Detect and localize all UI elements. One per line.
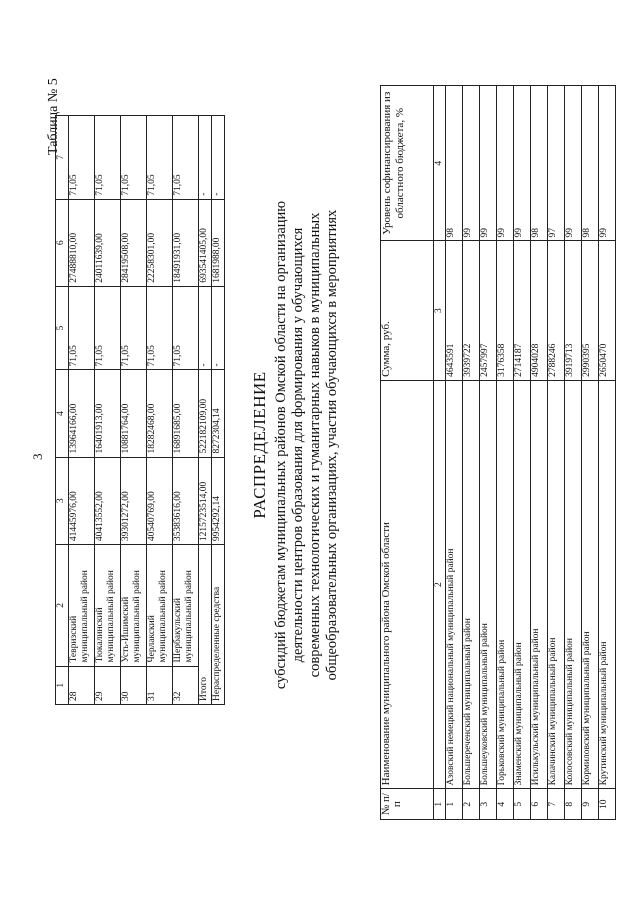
top-table (55, 115, 225, 705)
table-row (95, 116, 121, 705)
table-cell: 99 (463, 86, 480, 241)
table-cell: Кормиловский муниципальный район (582, 380, 599, 789)
table-cell: Большереченский муниципальный район (463, 380, 480, 789)
table-cell: Знаменский муниципальный район (514, 380, 531, 789)
title-subtitle: субсидий бюджетам муниципальных районов Омской области на организацию деятельности центров образования для формирования у обучающихся современных технологических и гуманитарных навыков в муниципальных общеобразовательных организациях, участия обучающихся в мероприятиях (273, 200, 340, 690)
table-row (565, 86, 582, 820)
table-cell: 522182109,00 (199, 370, 212, 457)
top-table-index-cell: 7 (56, 116, 69, 200)
top-table-index-cell: 4 (56, 370, 69, 457)
table-cell: 13964166,00 (69, 370, 95, 457)
title-heading: РАСПРЕДЕЛЕНИЕ (250, 371, 269, 519)
table-cell: 3176358 (497, 241, 514, 380)
table-row (531, 86, 548, 820)
top-table-index-cell: 3 (56, 457, 69, 545)
table-cell: 71,05 (173, 116, 199, 200)
table-cell: 39301272,00 (121, 457, 147, 545)
document-title (250, 195, 341, 695)
table-cell: 28419508,00 (121, 199, 147, 286)
table-cell: 27488810,00 (69, 199, 95, 286)
table-cell: - (212, 286, 225, 370)
table-cell: 1681988,00 (212, 199, 225, 286)
table-cell: 2457997 (480, 241, 497, 380)
table-cell: 71,05 (95, 286, 121, 370)
table-cell: 3 (480, 789, 497, 820)
col-header-sum: Сумма, руб. (381, 241, 434, 380)
table-row (599, 86, 616, 820)
table-cell: Усть-Ишимский муниципальный район (121, 545, 147, 666)
table-cell: 18282468,00 (147, 370, 173, 457)
table-cell: Горьковский муниципальный район (497, 380, 514, 789)
table-cell: 40413552,00 (95, 457, 121, 545)
table-cell: 32 (173, 666, 199, 704)
table-cell: 693541405,00 (199, 199, 212, 286)
table-cell: 22258301,00 (147, 199, 173, 286)
table-cell: 71,05 (95, 116, 121, 200)
table-cell: 16401913,00 (95, 370, 121, 457)
table-cell: Тюкалинский муниципальный район (95, 545, 121, 666)
table-cell: 2788246 (548, 241, 565, 380)
table-cell: 40540769,00 (147, 457, 173, 545)
top-table-index-row (56, 116, 69, 705)
table-cell: 2 (463, 789, 480, 820)
table-cell: 9954292,14 (212, 457, 225, 545)
table-cell: 1 (446, 789, 463, 820)
top-table-index-cell: 1 (56, 666, 69, 704)
table-cell: 3 (434, 241, 446, 380)
table-cell: 8 (565, 789, 582, 820)
table-cell: 4643591 (446, 241, 463, 380)
table-cell: 9 (582, 789, 599, 820)
table-cell: 31 (147, 666, 173, 704)
table-cell: 3939722 (463, 241, 480, 380)
table-cell: 99 (514, 86, 531, 241)
table-cell: 3919713 (565, 241, 582, 380)
table-cell: 2714187 (514, 241, 531, 380)
table-cell: 98 (531, 86, 548, 241)
table-cell: - (199, 286, 212, 370)
table-cell: - (212, 116, 225, 200)
page-number: 3 (30, 453, 45, 460)
total-row (199, 116, 212, 705)
table-cell: 1 (434, 789, 446, 820)
table-cell: 97 (548, 86, 565, 241)
table-cell: Крутинский муниципальный район (599, 380, 616, 789)
table-row (69, 116, 95, 705)
table-cell: 1215723514,00 (199, 457, 212, 545)
table-cell: 18491931,00 (173, 199, 199, 286)
table-cell: Тевризский муниципальный район (69, 545, 95, 666)
col-header-level: Уровень софинансирования из областного бюджета, % (381, 86, 434, 241)
table-cell: 98 (446, 86, 463, 241)
table-cell: 4904028 (531, 241, 548, 380)
table-label: Таблица № 5 (46, 78, 61, 155)
table-cell: 30 (121, 666, 147, 704)
table-cell: 71,05 (69, 116, 95, 200)
table-cell: Азовский немецкий национальный муниципальный район (446, 380, 463, 789)
table-cell: - (199, 116, 212, 200)
table-cell: 98 (582, 86, 599, 241)
undistributed-row (212, 116, 225, 705)
table-cell: Шербакульский муниципальный район (173, 545, 199, 666)
top-table-index-cell: 2 (56, 545, 69, 666)
table-cell: 24011639,00 (95, 199, 121, 286)
table-cell: Итого (199, 545, 212, 705)
table-cell: Калачинский муниципальный район (548, 380, 565, 789)
table-row (582, 86, 599, 820)
table-cell: 28 (69, 666, 95, 704)
table-cell: Колосовский муниципальный район (565, 380, 582, 789)
table-cell: 8272304,14 (212, 370, 225, 457)
col-header-num: № п/п (381, 789, 434, 820)
main-table-header (381, 86, 434, 820)
table-row (147, 116, 173, 705)
col-header-name: Наименование муниципального района Омской области (381, 380, 434, 789)
table-cell: 71,05 (147, 116, 173, 200)
table-cell: 71,05 (121, 286, 147, 370)
table-cell: 99 (497, 86, 514, 241)
table-cell: 10881764,00 (121, 370, 147, 457)
table-cell: 99 (565, 86, 582, 241)
table-cell: 6 (531, 789, 548, 820)
table-cell: 71,05 (147, 286, 173, 370)
table-cell: 2 (434, 380, 446, 789)
top-table-index-cell: 5 (56, 286, 69, 370)
table-cell: 99 (599, 86, 616, 241)
table-cell: 35383616,00 (173, 457, 199, 545)
table-row (463, 86, 480, 820)
main-table-index-row (434, 86, 446, 820)
table-cell: 2990395 (582, 241, 599, 380)
table-row (514, 86, 531, 820)
table-cell: 10 (599, 789, 616, 820)
table-row (480, 86, 497, 820)
table-cell: 71,05 (121, 116, 147, 200)
table-cell: Нераспределенные средства (212, 545, 225, 705)
table-row (446, 86, 463, 820)
top-table-index-cell: 6 (56, 199, 69, 286)
table-row (121, 116, 147, 705)
table-row (173, 116, 199, 705)
table-cell: 4 (497, 789, 514, 820)
table-cell: Черлакский муниципальный район (147, 545, 173, 666)
table-cell: 41445976,00 (69, 457, 95, 545)
table-cell: Большеуковский муниципальный район (480, 380, 497, 789)
table-row (497, 86, 514, 820)
table-cell: 99 (480, 86, 497, 241)
table-cell: 4 (434, 86, 446, 241)
table-cell: 29 (95, 666, 121, 704)
table-cell: 7 (548, 789, 565, 820)
table-cell: Исилькульский муниципальный район (531, 380, 548, 789)
main-table (380, 85, 616, 820)
table-cell: 5 (514, 789, 531, 820)
table-row (548, 86, 565, 820)
table-cell: 16891685,00 (173, 370, 199, 457)
table-cell: 71,05 (173, 286, 199, 370)
table-cell: 71,05 (69, 286, 95, 370)
table-cell: 2650470 (599, 241, 616, 380)
